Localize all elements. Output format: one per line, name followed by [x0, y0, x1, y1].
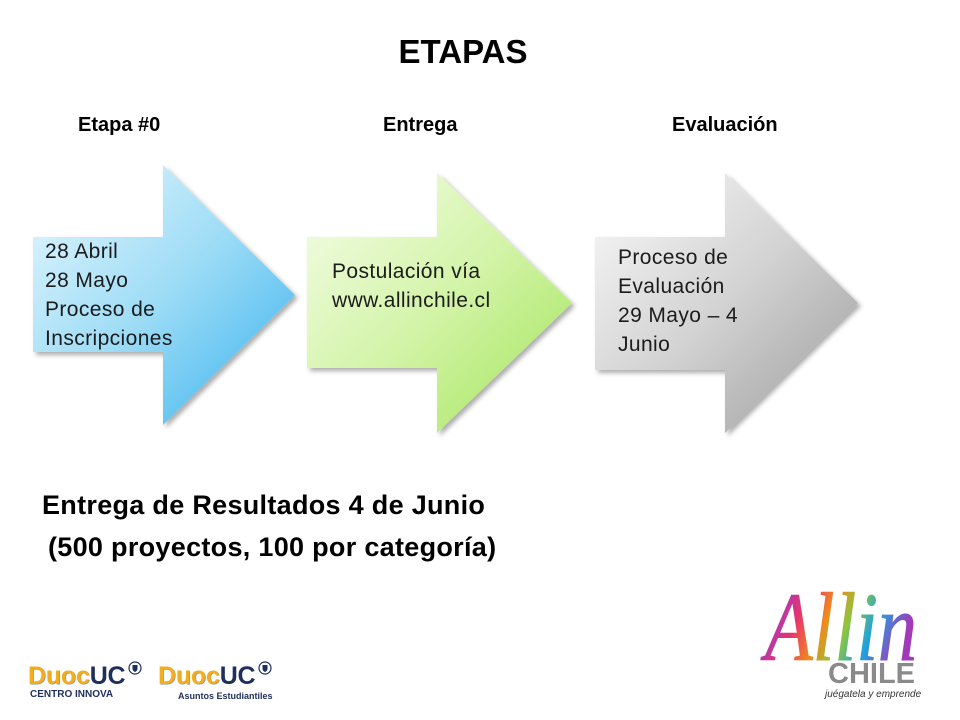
results-summary: (500 proyectos, 100 por categoría) — [48, 532, 497, 562]
allin-wordmark: Allin — [760, 585, 917, 682]
stage-text-line: Postulación vía — [332, 260, 481, 283]
stage-header-evaluacion: Evaluación — [672, 114, 778, 136]
stage-text-entrega — [332, 257, 491, 315]
stage-header-entrega: Entrega — [383, 114, 458, 136]
slide-title: ETAPAS — [398, 33, 528, 70]
stage-text-etapa-0 — [45, 237, 173, 353]
duoc-wordmark — [158, 664, 255, 689]
duoc-wordmark — [28, 664, 125, 689]
stage-text-evaluacion — [618, 243, 738, 359]
duoc-caption-asuntos-estudiantiles: Asuntos Estudiantiles — [178, 691, 273, 701]
stage-text-line: www.allinchile.cl — [332, 289, 491, 312]
duoc-wordmark-duoc: Duoc — [28, 662, 90, 690]
duoc-caption-centro-innova: CENTRO INNOVA — [30, 689, 114, 700]
duoc-wordmark-duoc: Duoc — [158, 662, 220, 690]
duoc-asuntos-estudiantiles-logo — [158, 660, 282, 704]
stage-text-line: Inscripciones — [45, 327, 173, 350]
stage-text-line: Junio — [618, 333, 671, 356]
stage-text-line: 29 Mayo – 4 — [618, 304, 738, 327]
results-date: Entrega de Resultados 4 de Junio — [42, 490, 486, 520]
stage-text-line: 28 Abril — [45, 240, 119, 263]
duoc-wordmark-uc: UC — [89, 662, 126, 690]
duoc-seal-icon — [258, 661, 272, 675]
allin-country-label: CHILE — [828, 658, 915, 690]
stage-text-line: Proceso de — [45, 298, 156, 321]
duoc-seal-icon — [128, 661, 142, 675]
allin-tagline: juégatela y emprende — [825, 689, 922, 700]
stage-text-line: Proceso de — [618, 246, 729, 269]
allin-chile-logo — [760, 585, 930, 705]
duoc-centro-innova-logo — [28, 660, 152, 704]
stage-header-etapa-0: Etapa #0 — [78, 114, 161, 136]
stage-text-line: Evaluación — [618, 275, 725, 298]
stage-text-line: 28 Mayo — [45, 269, 129, 292]
duoc-wordmark-uc: UC — [219, 662, 256, 690]
